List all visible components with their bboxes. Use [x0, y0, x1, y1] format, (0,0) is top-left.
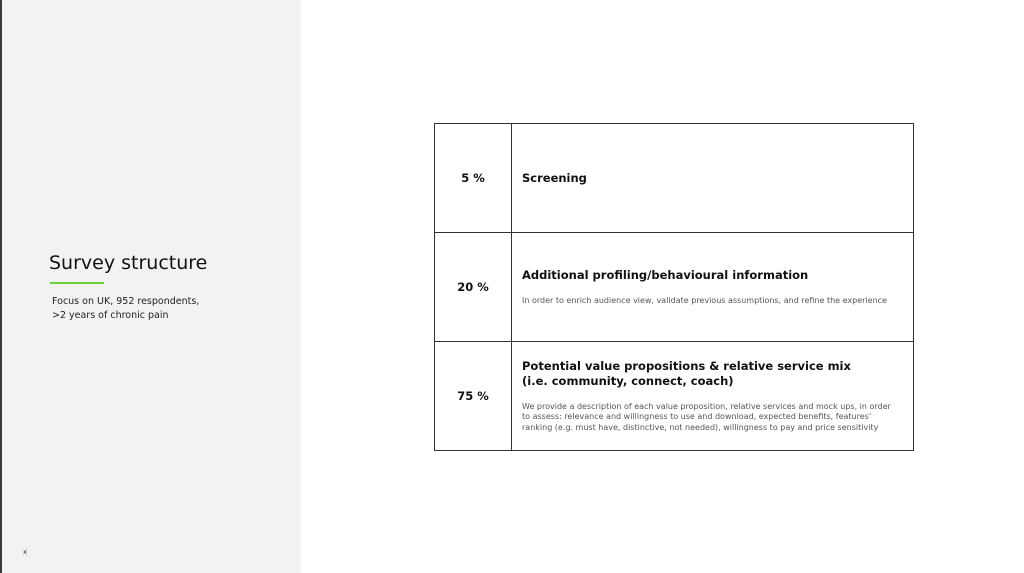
percent-cell: 5 % [435, 124, 512, 233]
section-note: We provide a description of each value proposition, relative services and mock ups, in order to assess: relevance and willingness to use and download, expected benefits, features’ ranking (e.g. must have, distinctive, not needed), willingness to pay and price sensitivity [522, 401, 891, 432]
section-title-line: Potential value propositions & relative service mix [522, 358, 851, 373]
section-title-line: (i.e. community, connect, coach) [522, 373, 734, 388]
description-cell [512, 124, 914, 233]
left-panel [2, 0, 301, 573]
survey-structure-table [434, 123, 914, 451]
percent-cell: 20 % [435, 233, 512, 342]
title-accent-line [50, 282, 104, 284]
section-title-line: Additional profiling/behavioural information [522, 267, 809, 282]
description-cell [512, 342, 914, 451]
description-cell [512, 233, 914, 342]
section-title [522, 359, 901, 389]
section-note: In order to enrich audience view, validate previous assumptions, and refine the experience [522, 295, 887, 305]
page-subtitle [52, 295, 252, 323]
table-row [435, 233, 914, 342]
subtitle-line: >2 years of chronic pain [52, 310, 169, 321]
subtitle-line: Focus on UK, 952 respondents, [52, 296, 200, 307]
table-row [435, 342, 914, 451]
page-marker: x [23, 548, 28, 556]
percent-cell: 75 % [435, 342, 512, 451]
page-title: Survey structure [49, 252, 208, 274]
section-title [522, 268, 901, 283]
section-title [522, 171, 901, 186]
table-row [435, 124, 914, 233]
section-title-line: Screening [522, 170, 587, 185]
